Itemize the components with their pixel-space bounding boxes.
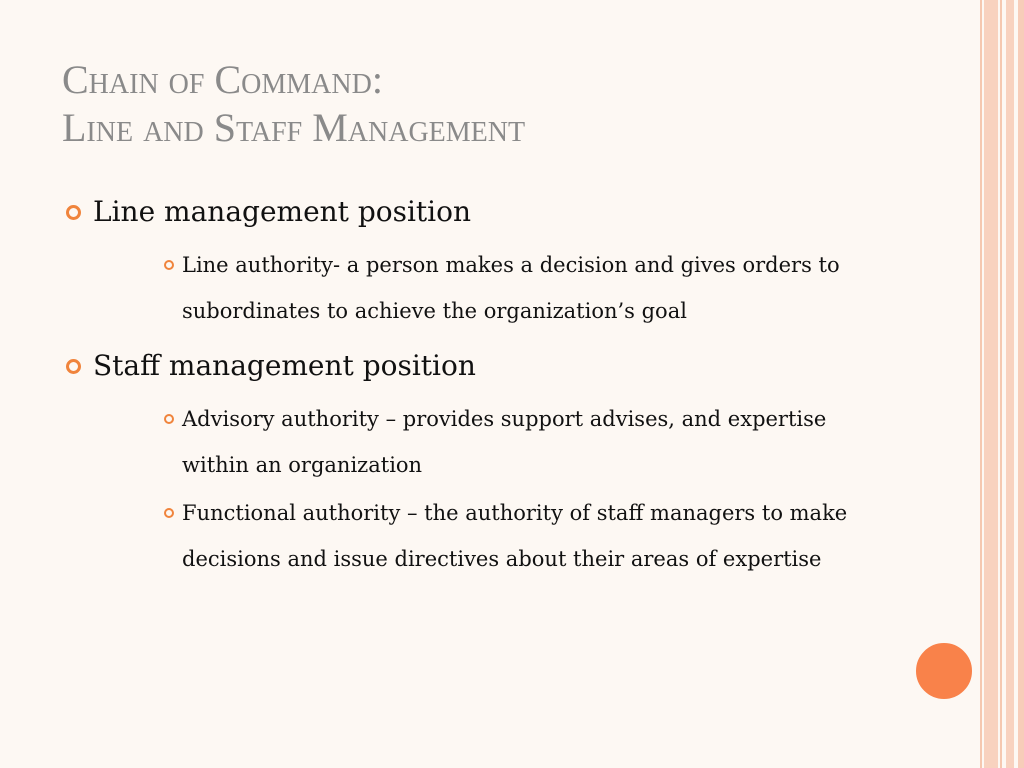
sub-bullet-item (164, 396, 892, 488)
stripe (1000, 0, 1002, 768)
bullet-item (66, 192, 886, 232)
stripe (1018, 0, 1024, 768)
bullet-circle-icon (164, 508, 174, 518)
stripe (1006, 0, 1014, 768)
bullet-circle-icon (164, 260, 174, 270)
sub-bullet-text: Line authority- a person makes a decision and gives orders to subordinates to achieve the organization’s goal (182, 253, 840, 323)
sub-bullet-text: Functional authority – the authority of staff managers to make decisions and issue directives about their areas of expertise (182, 501, 848, 571)
stripe (980, 0, 982, 768)
bullet-text: Staff management position (93, 349, 476, 382)
decorative-orange-circle (913, 640, 975, 702)
bullet-item (66, 346, 886, 386)
slide-body (66, 192, 886, 582)
sub-bullet-item (164, 242, 892, 334)
slide-title (62, 56, 525, 152)
bullet-circle-icon (66, 205, 81, 220)
stripe (984, 0, 998, 768)
decorative-side-stripes (980, 0, 1024, 768)
sub-bullet-text: Advisory authority – provides support advises, and expertise within an organization (182, 407, 827, 477)
bullet-circle-icon (164, 414, 174, 424)
bullet-circle-icon (66, 359, 81, 374)
title-line: Line and Staff Management (62, 105, 526, 150)
bullet-text: Line management position (93, 195, 472, 228)
sub-bullet-item (164, 490, 892, 582)
title-line: Chain of Command: (62, 57, 383, 102)
